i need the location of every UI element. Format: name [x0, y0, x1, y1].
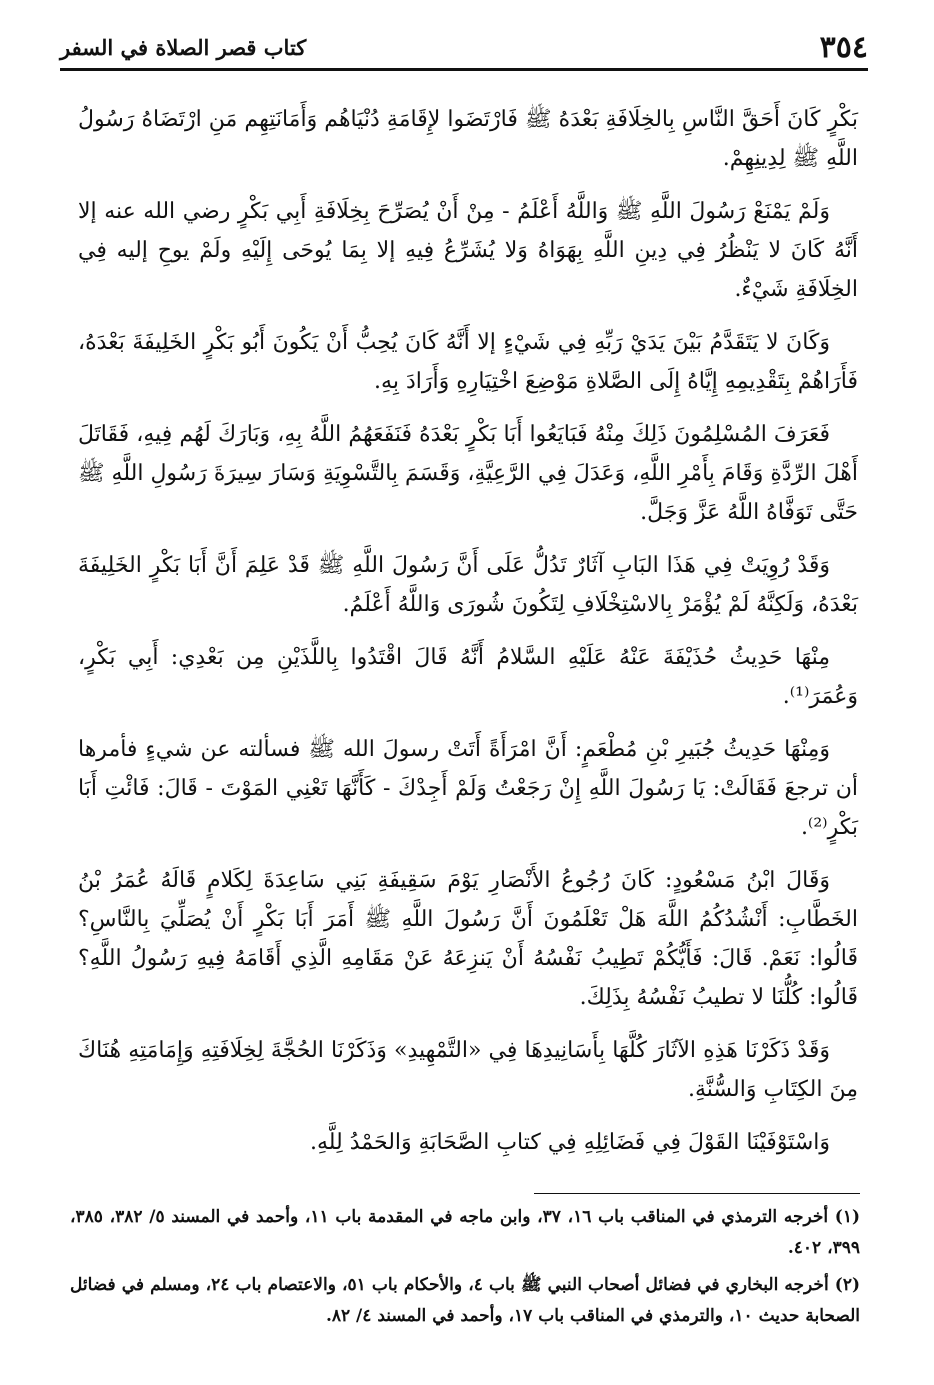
footnote: (٢) أخرجه البخاري في فضائل أصحاب النبي ﷺ باب ٤، والأحكام باب ٥١، والاعتصام باب ٢٤، ومسلم في فضائل الصحابة حديث ١٠، والترمذي في المناقب باب ١٧، وأحمد في المسند ٤/ ٨٢. [70, 1275, 860, 1326]
paragraph: وَقَالَ ابْنُ مَسْعُودٍ: كَانَ رُجُوعُ الأَنْصَارِ يَوْمَ سَقِيفَةِ بَنِي سَاعِدَةَ لِكَلامٍ قَالَهُ عُمَرُ بْنُ الخَطَّابِ: أَنْشُدُكُمُ اللَّهَ هَلْ تَعْلَمُونَ أَنَّ رَسُولَ اللَّهِ ﷺ أَمَرَ أَبَا بَكْرٍ أَنْ يُصَلِّيَ بِالنَّاسِ؟ قَالُوا: نَعَمْ. قَالَ: فَأَيُّكُمْ تَطِيبُ نَفْسُهُ أَنْ يَنزِعَهُ عَنْ مَقَامِهِ الَّذِي أَقَامَهُ فِيهِ رَسُولُ اللَّهِ؟ قَالُوا: كُلُّنَا لا تطيبُ نَفْسُهُ بِذَلِكَ. [78, 868, 858, 1010]
footnote-rule [534, 1193, 860, 1194]
page-number: ٣٥٤ [819, 30, 868, 65]
paragraph: وَكَانَ لا يَتَقَدَّمُ بَيْنَ يَدَيْ رَبِّهِ فِي شَيْءٍ إلا أَنَّهُ كَانَ يُحِبُّ أَنْ يَكُونَ أَبُو بَكْرٍ الخَلِيفَةَ بَعْدَهُ، فَأَرَاهُمْ بِتَقْدِيمِهِ إِيَّاهُ إِلَى الصَّلاةِ مَوْضِعَ اخْتِيَارِهِ وَأَرَادَ بِهِ. [78, 330, 858, 394]
paragraph: بَكْرٍ كَانَ أَحَقَّ النَّاسِ بِالخِلَافَةِ بَعْدَهُ ﷺ فَارْتَضَوا لإِقَامَةِ دُنْيَاهُم وَأَمَانَتِهِم مَنِ ارْتَضَاهُ رَسُولُ اللَّهِ ﷺ لِدِينِهِمْ. [78, 107, 858, 171]
paragraph: وَاسْتَوْفَيْنَا القَوْلَ فِي فَضَائِلِهِ فِي كتابِ الصَّحَابَةِ وَالحَمْدُ لِلَّهِ. [309, 1130, 830, 1155]
paragraph: وَلَمْ يَمْنَعْ رَسُولَ اللَّهِ ﷺ وَاللَّهُ أَعْلَمُ - مِنْ أَنْ يُصَرِّحَ بِخِلَافَةِ أَبِي بَكْرٍ رضي الله عنه إلا أَنَّهُ كَانَ لا يَنْظُرُ فِي دِينِ اللَّهِ بِهَوَاهُ وَلا يُشَرِّعُ فِيهِ إلا بِمَا يُوحَى إِلَيْهِ ولَمْ يوحِ إليه فِي الخِلَافَةِ شَيْءٌ. [78, 199, 858, 302]
paragraph: وَمِنْهَا حَدِيثُ جُبَيرِ بْنِ مُطْعَمٍ: أَنَّ امْرَأَةً أَتَتْ رسولَ الله ﷺ فسألته عن شيءٍ فأمرها أن ترجعَ فَقَالَتْ: يَا رَسُولَ اللَّهِ إِنْ رَجَعْتُ وَلَمْ أَجِدْكَ - كَأَنَّهَا تَعْنِي المَوْتَ - قَالَ: فَائْتِ أَبَا بَكْرٍ⁽²⁾. [78, 737, 858, 840]
paragraph: مِنْهَا حَدِيثُ حُذَيْفَةَ عَنْهُ عَلَيْهِ السَّلامُ أَنَّهُ قَالَ اقْتَدُوا بِاللَّذَيْنِ مِن بَعْدِي: أَبِي بَكْرٍ، وَعُمَرَ⁽¹⁾. [78, 645, 858, 709]
running-title: كتاب قصر الصلاة في السفر [60, 35, 307, 60]
header-rule [60, 68, 868, 71]
page-header [60, 28, 868, 68]
paragraph: فَعَرَفَ المُسْلِمُونَ ذَلِكَ مِنْهُ فَبَايَعُوا أَبَا بَكْرٍ بَعْدَهُ فَنَفَعَهُمُ اللَّهُ بِهِ، وَبَارَكَ لَهُم فِيهِ، فَقَاتَلَ أَهْلَ الرِّدَّةِ وَقَامَ بِأَمْرِ اللَّهِ، وَعَدَلَ فِي الرَّعِيَّةِ، وَقَسَمَ بِالتَّسْوِيَةِ وَسَارَ سِيرَةَ رَسُولِ اللَّهِ ﷺ حَتَّى تَوَفَّاهُ اللَّهُ عَزَّ وَجَلَّ. [77, 422, 858, 525]
footnote: (١) أخرجه الترمذي في المناقب باب ١٦، ٣٧، وابن ماجه في المقدمة باب ١١، وأحمد في المسند ٥/ ٣٨٢، ٣٨٥، ٣٩٩، ٤٠٢. [70, 1207, 861, 1258]
footnotes [70, 1202, 860, 1338]
paragraph: وَقَدْ ذَكَرْنَا هَذِهِ الآثَارَ كُلَّهَا بِأَسَانِيدِهَا فِي «التَّمْهِيدِ» وَذَكَرْنَا الحُجَّةَ لِخِلَافَتِهِ وَإِمَامَتِهِ هُنَاكَ مِنَ الكِتَابِ وَالسُّنَّةِ. [78, 1038, 858, 1102]
paragraph: وَقَدْ رُوِيَتْ فِي هَذَا البَابِ آثَارٌ تَدُلُّ عَلَى أَنَّ رَسُولَ اللَّهِ ﷺ قَدْ عَلِمَ أَنَّ أَبَا بَكْرٍ الخَلِيفَةَ بَعْدَهُ، وَلَكِنَّهُ لَمْ يُؤْمَرْ بِالاسْتِخْلَافِ لِتَكُونَ شُورَى وَاللَّهُ أَعْلَمُ. [78, 553, 858, 617]
main-text [78, 100, 858, 1176]
